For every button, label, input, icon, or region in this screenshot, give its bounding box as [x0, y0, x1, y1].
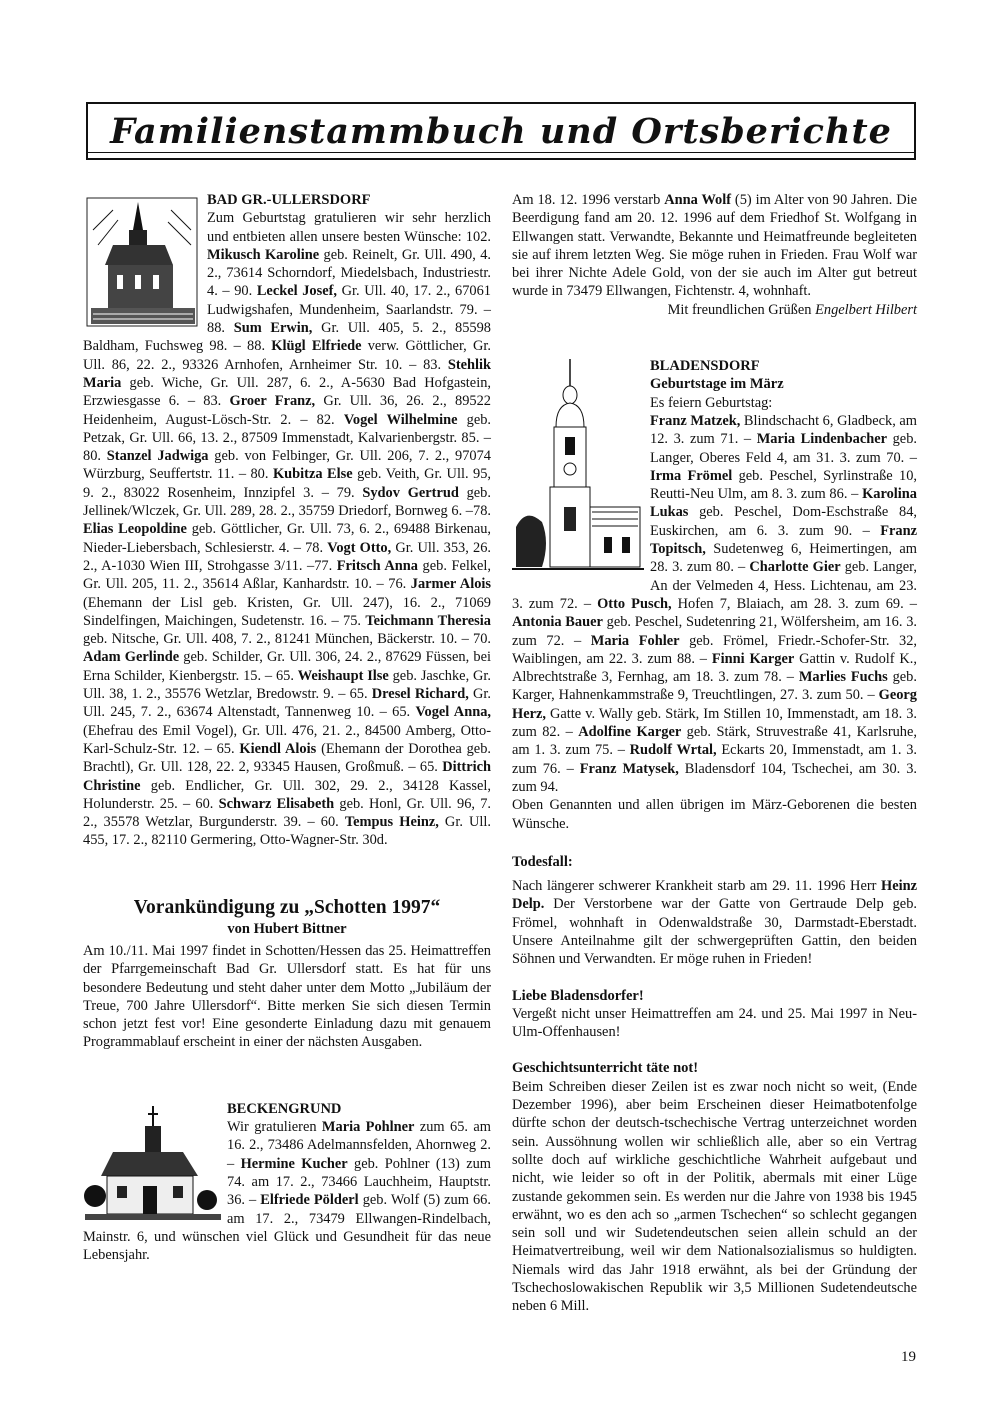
chapel-woodcut-illustration	[83, 1104, 223, 1228]
person-name: Schwarz Elisabeth	[218, 795, 335, 812]
person-name: Anna Wolf	[664, 192, 732, 208]
ullersdorf-heading: BAD GR.-ULLERSDORF	[207, 192, 371, 208]
person-name: Karolina Lukas	[650, 486, 917, 521]
person-name: Tempus Heinz,	[344, 814, 439, 831]
todesfall-heading: Todesfall:	[512, 853, 573, 870]
geschichte-heading: Geschichtsunterricht täte not!	[512, 1060, 699, 1077]
person-name: Elias Leopoldine	[83, 521, 187, 538]
person-name: Maria Lindenbacher	[756, 431, 888, 448]
person-name: Fritsch Anna	[336, 557, 419, 574]
geschichte-text: Beim Schreiben dieser Zeilen ist es zwar noch nicht so weit, (Ende Dezember 1996), aber beim Erscheinen dieser Heimatbotenfolge dürfte schon der deutsch-tschechische Vertrag unterzeichnet worden sein. Aussöhnung wollen wir schließlich alle, aber so ein Vertrag sollte doch auf wirkliche geschichtliche Wahrheit aufgebaut und nicht, wie leider so oft in der Politik, abermals mit einer Lüge zustande gekommen sein. Es werden nur die Jahre von 1938 bis 1945 erwähnt, wo es den ach so „armen Tschechen“ so schlecht gegangen sein soll und wir Sudetendeutschen seien allein schuld an der Heimatvertreibung, weil wir dem Nationalsozialismus so huldigten. Niemals wird das Jahr 1918 erwähnt, als bei der Gründung der Tschechoslowakischen Republik wir 3,5 Millionen Sudetendeutsche neben 6 Mill.	[512, 1078, 917, 1315]
person-name: Franz Matysek,	[579, 760, 679, 777]
page-banner	[86, 102, 916, 160]
person-name: Stehlik Maria	[83, 356, 491, 391]
section-beckengrund	[83, 1100, 491, 1265]
person-name: Maria Pohlner	[321, 1119, 415, 1136]
beckengrund-heading: BECKENGRUND	[227, 1100, 342, 1117]
person-name: Stanzel Jadwiga	[106, 448, 209, 465]
right-column	[512, 191, 917, 1316]
person-name: Kiendl Alois	[239, 740, 317, 757]
person-name: Kubitza Else	[272, 466, 353, 483]
person-name: Hermine Kucher	[240, 1155, 348, 1172]
person-name: Otto Pusch,	[597, 595, 672, 612]
person-name: Mikusch Karoline	[207, 246, 320, 263]
section-ullersdorf	[83, 191, 491, 850]
section-schotten	[83, 896, 491, 1052]
bladensdorf-closing: Oben Genannten und allen übrigen im März-Geborenen die besten Wünsche.	[512, 797, 917, 832]
person-name: Elfriede Pölderl	[260, 1192, 359, 1209]
person-name: Sum Erwin,	[233, 320, 313, 337]
church-woodcut-illustration	[83, 190, 201, 330]
wolf-text: Am 18. 12. 1996 verstarb Anna Wolf (5) im Alter von 90 Jahren. Die Beerdigung fand am 20. 12. 1996 auf dem Friedhof St. Wolfgang in Ellwangen statt. Verwandte, Bekannte und Heimatfreunde begleiteten sie auf ihrem letzten Weg. Sie möge ruhen in Frieden. Frau Wolf war bei ihrer Nichte Adele Gold, von der sie auch im Alter gut betreut wurde in 73479 Ellwangen, Fichtenstr. 4, wohnhaft.	[512, 192, 917, 300]
person-name: Dresel Richard,	[371, 686, 469, 703]
person-name: Vogt Otto,	[327, 539, 392, 556]
bladensdorf-intro: Es feiern Geburtstag:	[650, 394, 773, 411]
schotten-text: Am 10./11. Mai 1997 findet in Schotten/Hessen das 25. Heimattreffen der Pfarrgemeinschaft Bad Gr. Ullersdorf statt. Es hat für uns besondere Bedeutung und steht daher unter dem Motto „Jubiläum der Treue, 700 Jahre Ullersdorf“. Bitte merken Sie sich diesen Termin schon jetzt fest vor! Eine gesonderte Einladung dazu mit genauem Programmablauf erscheint in einer der nächsten Ausgaben.	[83, 942, 491, 1051]
section-bladensdorf	[512, 357, 917, 833]
person-name: Irma Frömel	[650, 467, 733, 484]
left-column	[83, 191, 491, 1264]
bladensdorf-subheading: Geburtstage im März	[650, 376, 784, 393]
person-name: Georg Herz,	[512, 687, 917, 722]
person-name: Sydov Gertrud	[362, 484, 459, 501]
schotten-title: Vorankündigung zu „Schotten 1997“	[133, 896, 441, 918]
person-name: Vogel Wilhelmine	[343, 411, 458, 428]
person-name: Klügl Elfriede	[271, 338, 362, 355]
person-name: Antonia Bauer	[512, 614, 603, 631]
person-name: Weishaupt Ilse	[297, 667, 389, 684]
ullersdorf-text: Zum Geburtstag gratulieren wir sehr herzlich und entbieten allen unsere besten Wünsche: 102. Mikusch Karoline geb. Reinelt, Gr. Ull. 490, 4. 2., 73614 Schorndorf, Miedelsbach, Industriestr. 4. – 90. Leckel Josef, Gr. Ull. 40, 17. 2., 67061 Ludwigshafen, Mundenheim, Saarlandstr. 79. – 88. Sum Erwin, Gr. Ull. 405, 5. 2., 85598 Baldham, Fuchsweg 98. – 88. Klügl Elfriede verw. Göttlicher, Gr. Ull. 86, 22. 2., 93326 Arnhofen, Arnheimer Str. 10. – 83. Stehlik Maria geb. Wiche, Gr. Ull. 287, 6. 2., A-5630 Bad Hofgastein, Erzwiesgasse 6. – 83. Groer Franz, Gr. Ull. 36, 26. 2., 89522 Heidenheim, August-Lösch-Str. 2. – 82. Vogel Wilhelmine geb. Petzak, Gr. Ull. 66, 13. 2., 87509 Immenstadt, Kalvarienbergstr. 85. – 80. Stanzel Jadwiga geb. von Felbinger, Gr. Ull. 206, 7. 2., 97074 Würzburg, Seuffertstr. 11. – 80. Kubitza Else geb. Veith, Gr. Ull. 95, 9. 2., 83022 Rosenheim, Innzipfel 3. – 79. Sydov Gertrud geb. Jellinek/Wlczek, Gr. Ull. 289, 28. 2., 35759 Driedorf, Bornweg 6. –78. Elias Leopoldine geb. Göttlicher, Gr. Ull. 73, 6. 2., 69488 Birkenau, Nieder-Liebersbach, Schlesierstr. 4. – 78. Vogt Otto, Gr. Ull. 353, 26. 2., A-1030 Wien III, Strohgasse 3/11. –77. Fritsch Anna geb. Felkel, Gr. Ull. 205, 11. 2., 35614 Aßlar, Kanhardstr. 10. – 76. Jarmer Alois (Ehemann der Lisl geb. Kristen, Gr. Ull. 247), 16. 2., 71069 Sindelfingen, Maichingen, Sudetenstr. 16. – 75. Teichmann Theresia geb. Nitsche, Gr. Ull. 408, 7. 2., 81241 München, Bäckerstr. 10. – 70. Adam Gerlinde geb. Schilder, Gr. Ull. 306, 24. 2., 87629 Füssen, bei Erna Schilder, Kienbergstr. 15. – 65. Weishaupt Ilse geb. Jaschke, Gr. Ull. 38, 1. 2., 35576 Wetzlar, Bredowstr. 9. – 65. Dresel Richard, Gr. Ull. 245, 7. 2., 63674 Altenstadt, Tannenweg 10. – 65. Vogel Anna, (Ehefrau des Emil Vogel), Gr. Ull. 476, 21. 2., 84500 Amberg, Otto-Karl-Schulz-Str. 12. – 65. Kiendl Alois (Ehemann der Dorothea geb. Brachtl), Gr. Ull. 128, 22. 2, 93345 Hausen, Großmuß. – 65. Dittrich Christine geb. Endlicher, Gr. Ull. 302, 29. 2., 34128 Kassel, Holunderstr. 25. – 60. Schwarz Elisabeth geb. Honl, Gr. Ull. 96, 7. 2., 35578 Wetzlar, Burgunderstr. 39. – 60. Tempus Heinz, Gr. Ull. 455, 17. 2., 82110 Germering, Otto-Wagner-Str. 30d.	[83, 210, 492, 849]
person-name: Jarmer Alois	[410, 576, 491, 593]
bladensdorf-heading: BLADENSDORF	[650, 358, 760, 375]
beckengrund-text: Wir gratulieren Maria Pohlner zum 65. am 16. 2., 73486 Adelmannsfelden, Ahornweg 2. – Hermine Kucher geb. Pohlner (13) zum 74. am 17. 2., 73466 Lauchheim, Hauptstr. 36. – Elfriede Pölderl geb. Wolf (5) zum 66. am 17. 2., 73479 Ellwangen-Rindelbach, Mainstr. 6, und wünschen viel Glück und Gesundheit für das neue Lebensjahr.	[83, 1119, 491, 1264]
person-name: Dittrich Christine	[83, 759, 491, 794]
wolf-signature: Engelbert Hilbert	[815, 301, 917, 318]
bladensdorf-text: Franz Matzek, Blindschacht 6, Gladbeck, am 12. 3. zum 71. – Maria Lindenbacher geb. Langer, Oberes Feld 4, am 31. 3. zum 70. – Irma Frömel geb. Peschel, Syrlinstraße 10, Reutti-Neu Ulm, am 8. 3. zum 86. – Karolina Lukas geb. Peschel, Dom-Eschstraße 84, Euskirchen, am 6. 3. zum 90. – Franz Topitsch, Sudetenweg 6, Heimertingen, am 28. 3. zum 80. – Charlotte Gier geb. Langer, An der Velmeden 4, Hess. Lichtenau, am 23. 3. zum 72. – Otto Pusch, Hofen 7, Blaiach, am 28. 3. zum 69. – Antonia Bauer geb. Peschel, Sudetenring 21, Wölfersheim, am 16. 3. zum 72. – Maria Fohler geb. Frömel, Friedr.-Schofer-Str. 32, Waiblingen, am 22. 3. zum 88. – Finni Karger Gattin v. Rudolf K., Albrechtstraße 3, Fernhag, am 18. 3. zum 78. – Marlies Fuchs geb. Karger, Hahnenkammstraße 9, Treuchtlingen, 27. 3. zum 50. – Georg Herz, Gatte v. Wally geb. Stärk, Im Stillen 10, Immenstadt, am 18. 3. zum 82. – Adolfine Karger geb. Stärk, Struvestraße 41, Karlsruhe, am 1. 3. zum 75. – Rudolf Wrtal, Eckarts 20, Immenstadt, am 1. 3. zum 76. – Franz Matysek, Bladensdorf 104, Tschechei, am 30. 3. zum 94.	[512, 412, 918, 795]
person-name: Adolfine Karger	[578, 724, 682, 741]
liebe-text: Vergeßt nicht unser Heimattreffen am 24. und 25. Mai 1997 in Neu-Ulm-Offenhausen!	[512, 1005, 917, 1041]
person-name: Maria Fohler	[590, 632, 680, 649]
schotten-author: von Hubert Bittner	[227, 920, 347, 937]
person-name: Finni Karger	[711, 650, 795, 667]
wolf-signoff	[512, 301, 917, 319]
section-wolf-obituary	[512, 191, 917, 319]
liebe-heading: Liebe Bladensdorfer!	[512, 987, 644, 1004]
section-todesfall	[512, 853, 917, 969]
person-name: Franz Topitsch,	[650, 522, 917, 558]
section-geschichtsunterricht	[512, 1059, 917, 1315]
church-tower-drawing	[512, 357, 644, 581]
person-name: Heinz Delp.	[512, 878, 917, 913]
section-liebe-bladensdorfer	[512, 987, 917, 1042]
person-name: Rudolf Wrtal,	[629, 742, 717, 759]
person-name: Marlies Fuchs	[798, 669, 888, 686]
todesfall-text: Nach längerer schwerer Krankheit starb am 29. 11. 1996 Herr Heinz Delp. Der Verstorbene war der Gatte von Gertraude Delp geb. Frömel, wohnhaft in Odenwaldstraße 30, Darmstadt-Eberstadt. Unsere Anteilnahme gilt der schwergeprüften Gattin, den beiden Söhnen und Verwandten. Er möge ruhen in Frieden!	[512, 878, 917, 968]
page-number: 19	[901, 1349, 916, 1365]
person-name: Groer Franz,	[229, 393, 316, 410]
wolf-greeting: Mit freundlichen Grüßen	[667, 301, 812, 318]
person-name: Franz Matzek,	[650, 412, 741, 429]
person-name: Charlotte Gier	[749, 559, 841, 576]
person-name: Vogel Anna,	[415, 704, 491, 721]
banner-title: Familienstammbuch und Ortsberichte	[110, 110, 892, 152]
person-name: Teichmann Theresia	[365, 612, 491, 629]
person-name: Adam Gerlinde	[83, 649, 180, 666]
person-name: Leckel Josef,	[256, 283, 337, 300]
